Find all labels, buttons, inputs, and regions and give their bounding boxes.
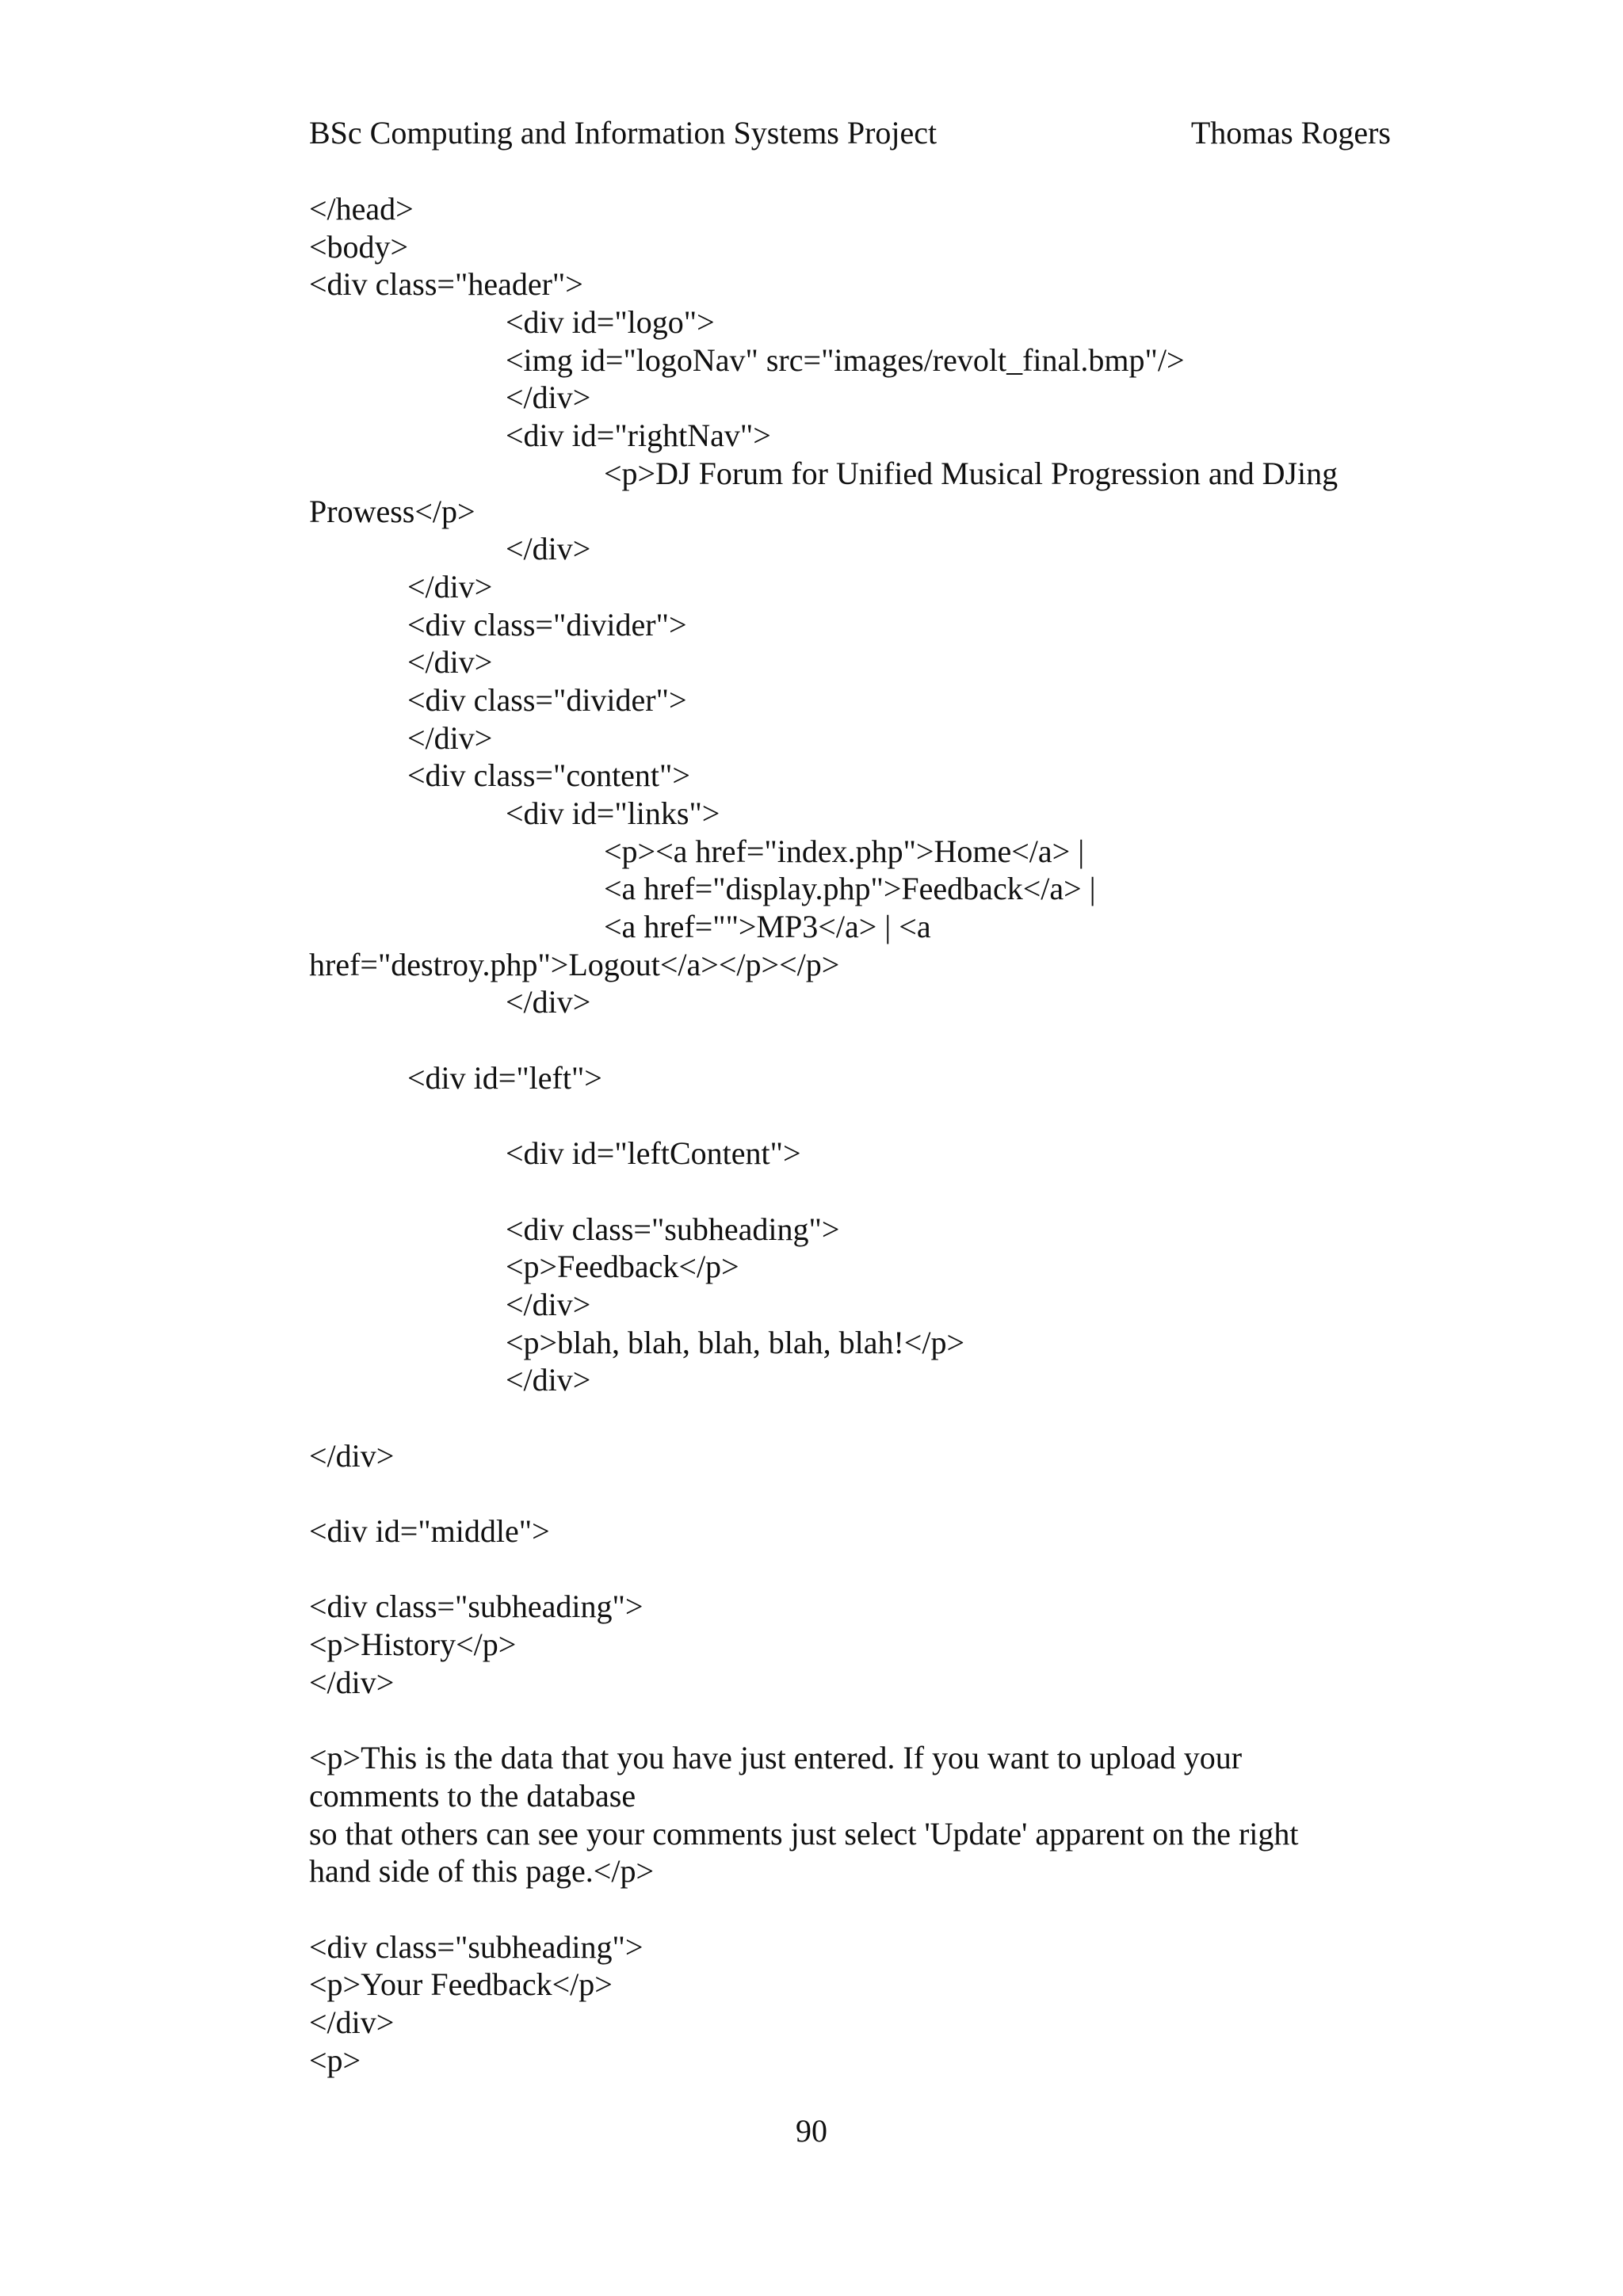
code-line: </div> <box>506 379 591 416</box>
blank-line <box>309 1890 1419 1928</box>
code-line: <div id="rightNav"> <box>506 418 771 454</box>
code-line: <p>blah, blah, blah, blah, blah!</p> <box>506 1324 965 1360</box>
blank-line <box>309 1021 1419 1059</box>
code-line: </div> <box>506 1286 591 1322</box>
code-line: <div class="subheading"> <box>506 1211 840 1247</box>
project-title: BSc Computing and Information Systems Project <box>309 115 938 151</box>
code-line: </div> <box>506 531 591 567</box>
page-number: 90 <box>796 2113 827 2149</box>
code-line: <p>Your Feedback</p> <box>309 1966 613 2003</box>
blank-line <box>309 1173 1419 1211</box>
code-line: </div> <box>506 1362 591 1398</box>
code-line: <p>DJ Forum for Unified Musical Progression and DJing <box>604 455 1338 491</box>
code-line: </div> <box>407 568 493 605</box>
code-line: </div> <box>506 984 591 1020</box>
code-line: <body> <box>309 228 409 265</box>
code-line: Prowess</p> <box>309 493 475 529</box>
code-line: <div class="subheading"> <box>309 1589 643 1625</box>
code-line: hand side of this page.</p> <box>309 1853 655 1890</box>
code-line: <div class="divider"> <box>407 606 687 643</box>
blank-line <box>309 1399 1419 1437</box>
code-line: so that others can see your comments just select 'Update' apparent on the right <box>309 1815 1299 1852</box>
code-line: </div> <box>309 1664 395 1700</box>
code-line: <p>This is the data that you have just entered. If you want to upload your <box>309 1740 1243 1776</box>
code-line: <a href="display.php">Feedback</a> | <box>604 871 1096 907</box>
code-line: <div id="leftContent"> <box>506 1135 801 1172</box>
code-line: </div> <box>309 1437 395 1474</box>
code-line: <div class="divider"> <box>407 681 687 718</box>
code-line: <div id="logo"> <box>506 304 715 341</box>
code-line: href="destroy.php">Logout</a></p></p> <box>309 946 840 982</box>
code-line: <a href="">MP3</a> | <a <box>604 909 931 945</box>
code-listing <box>309 190 1419 2079</box>
author-name: Thomas Rogers <box>1190 115 1391 151</box>
code-line: <div class="header"> <box>309 266 583 303</box>
code-line: </div> <box>309 2004 395 2040</box>
code-line: <div class="content"> <box>407 757 690 794</box>
code-line: <div class="subheading"> <box>309 1928 643 1965</box>
blank-line <box>309 1097 1419 1135</box>
code-line: <div id="links"> <box>506 795 720 831</box>
code-line: <p><a href="index.php">Home</a> | <box>604 833 1085 869</box>
code-line: <p>History</p> <box>309 1627 517 1663</box>
blank-line <box>309 1474 1419 1512</box>
blank-line <box>309 1550 1419 1589</box>
code-line: comments to the database <box>309 1777 636 1814</box>
code-line: <div id="middle"> <box>309 1513 550 1550</box>
code-line: </head> <box>309 191 414 227</box>
running-header <box>309 111 1391 155</box>
blank-line <box>309 1702 1419 1740</box>
code-line: </div> <box>407 719 493 756</box>
code-line: <div id="left"> <box>407 1059 602 1096</box>
code-line: <p> <box>309 2042 361 2078</box>
code-line: <img id="logoNav" src="images/revolt_final.bmp"/> <box>506 341 1185 378</box>
code-line: <p>Feedback</p> <box>506 1249 739 1285</box>
code-line: </div> <box>407 644 493 681</box>
